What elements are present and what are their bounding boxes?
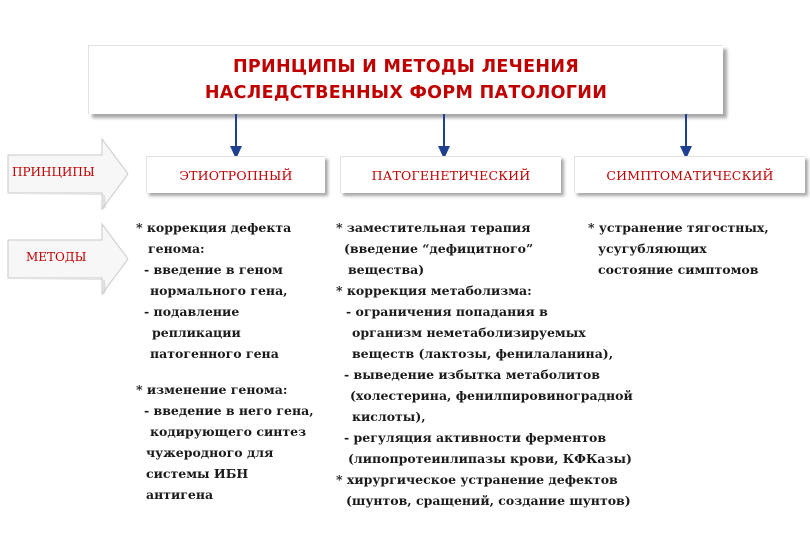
principles-label: ПРИНЦИПЫ [12,165,95,179]
text-line: антигена [146,487,214,502]
text-line: - подавление [144,304,240,319]
text-line: патогенного гена [150,346,279,361]
spacer [136,364,306,379]
methods-label: МЕТОДЫ [26,250,87,264]
text-line: системы ИБН [146,466,249,481]
text-line: кислоты), [352,409,426,424]
title-line-1: ПРИНЦИПЫ И МЕТОДЫ ЛЕЧЕНИЯ [232,57,580,77]
text-line: чужеродного для [146,445,274,460]
title-line-2: НАСЛЕДСТВЕННЫХ ФОРМ ПАТОЛОГИИ [204,83,608,103]
symptomatic-methods [588,217,769,280]
text-line: кодирующего синтез [150,424,307,439]
down-arrow-icon [230,114,242,160]
text-line: * коррекция метаболизма: [336,283,532,298]
text-line: * изменение генома: [136,382,288,397]
etiotropic-methods [136,217,314,505]
text-line: * коррекция дефекта [136,220,292,235]
text-line: * заместительная терапия [336,220,531,235]
text-line: организм неметаболизируемых [352,325,586,340]
text-line: (холестерина, фенилпировиноградной [350,388,633,403]
text-line: (введение “дефицитного” [344,241,534,256]
text-line: репликации [152,325,241,340]
text-line: состояние симптомов [598,262,759,277]
text-line: веществ (лактозы, фенилаланина), [352,346,614,361]
category-symptomatic: СИМПТОМАТИЧЕСКИЙ [574,156,805,193]
down-arrow-icon [680,114,692,160]
text-line: - введение в него гена, [144,403,314,418]
text-line: усугубляющих [598,241,707,256]
text-line: вещества) [348,262,425,277]
text-line: нормального гена, [150,283,288,298]
text-line: - ограничения попадания в [346,304,548,319]
text-line: - регуляция активности ферментов [344,430,607,445]
text-line: * хирургическое устранение дефектов [336,472,618,487]
text-line: (липопротеинлипазы крови, КФКазы) [348,451,632,466]
category-pathogenetic: ПАТОГЕНЕТИЧЕСКИЙ [340,156,561,193]
text-line: - введение в геном [144,262,283,277]
text-line: генома: [148,241,205,256]
text-line: (шунтов, сращений, создание шунтов) [346,493,631,508]
text-line: * устранение тягостных, [588,220,769,235]
pathogenetic-methods [336,217,633,511]
title-box [88,45,723,114]
category-etiotropic: ЭТИОТРОПНЫЙ [146,156,325,193]
down-arrow-icon [438,114,450,160]
text-line: - выведение избытка метаболитов [344,367,600,382]
